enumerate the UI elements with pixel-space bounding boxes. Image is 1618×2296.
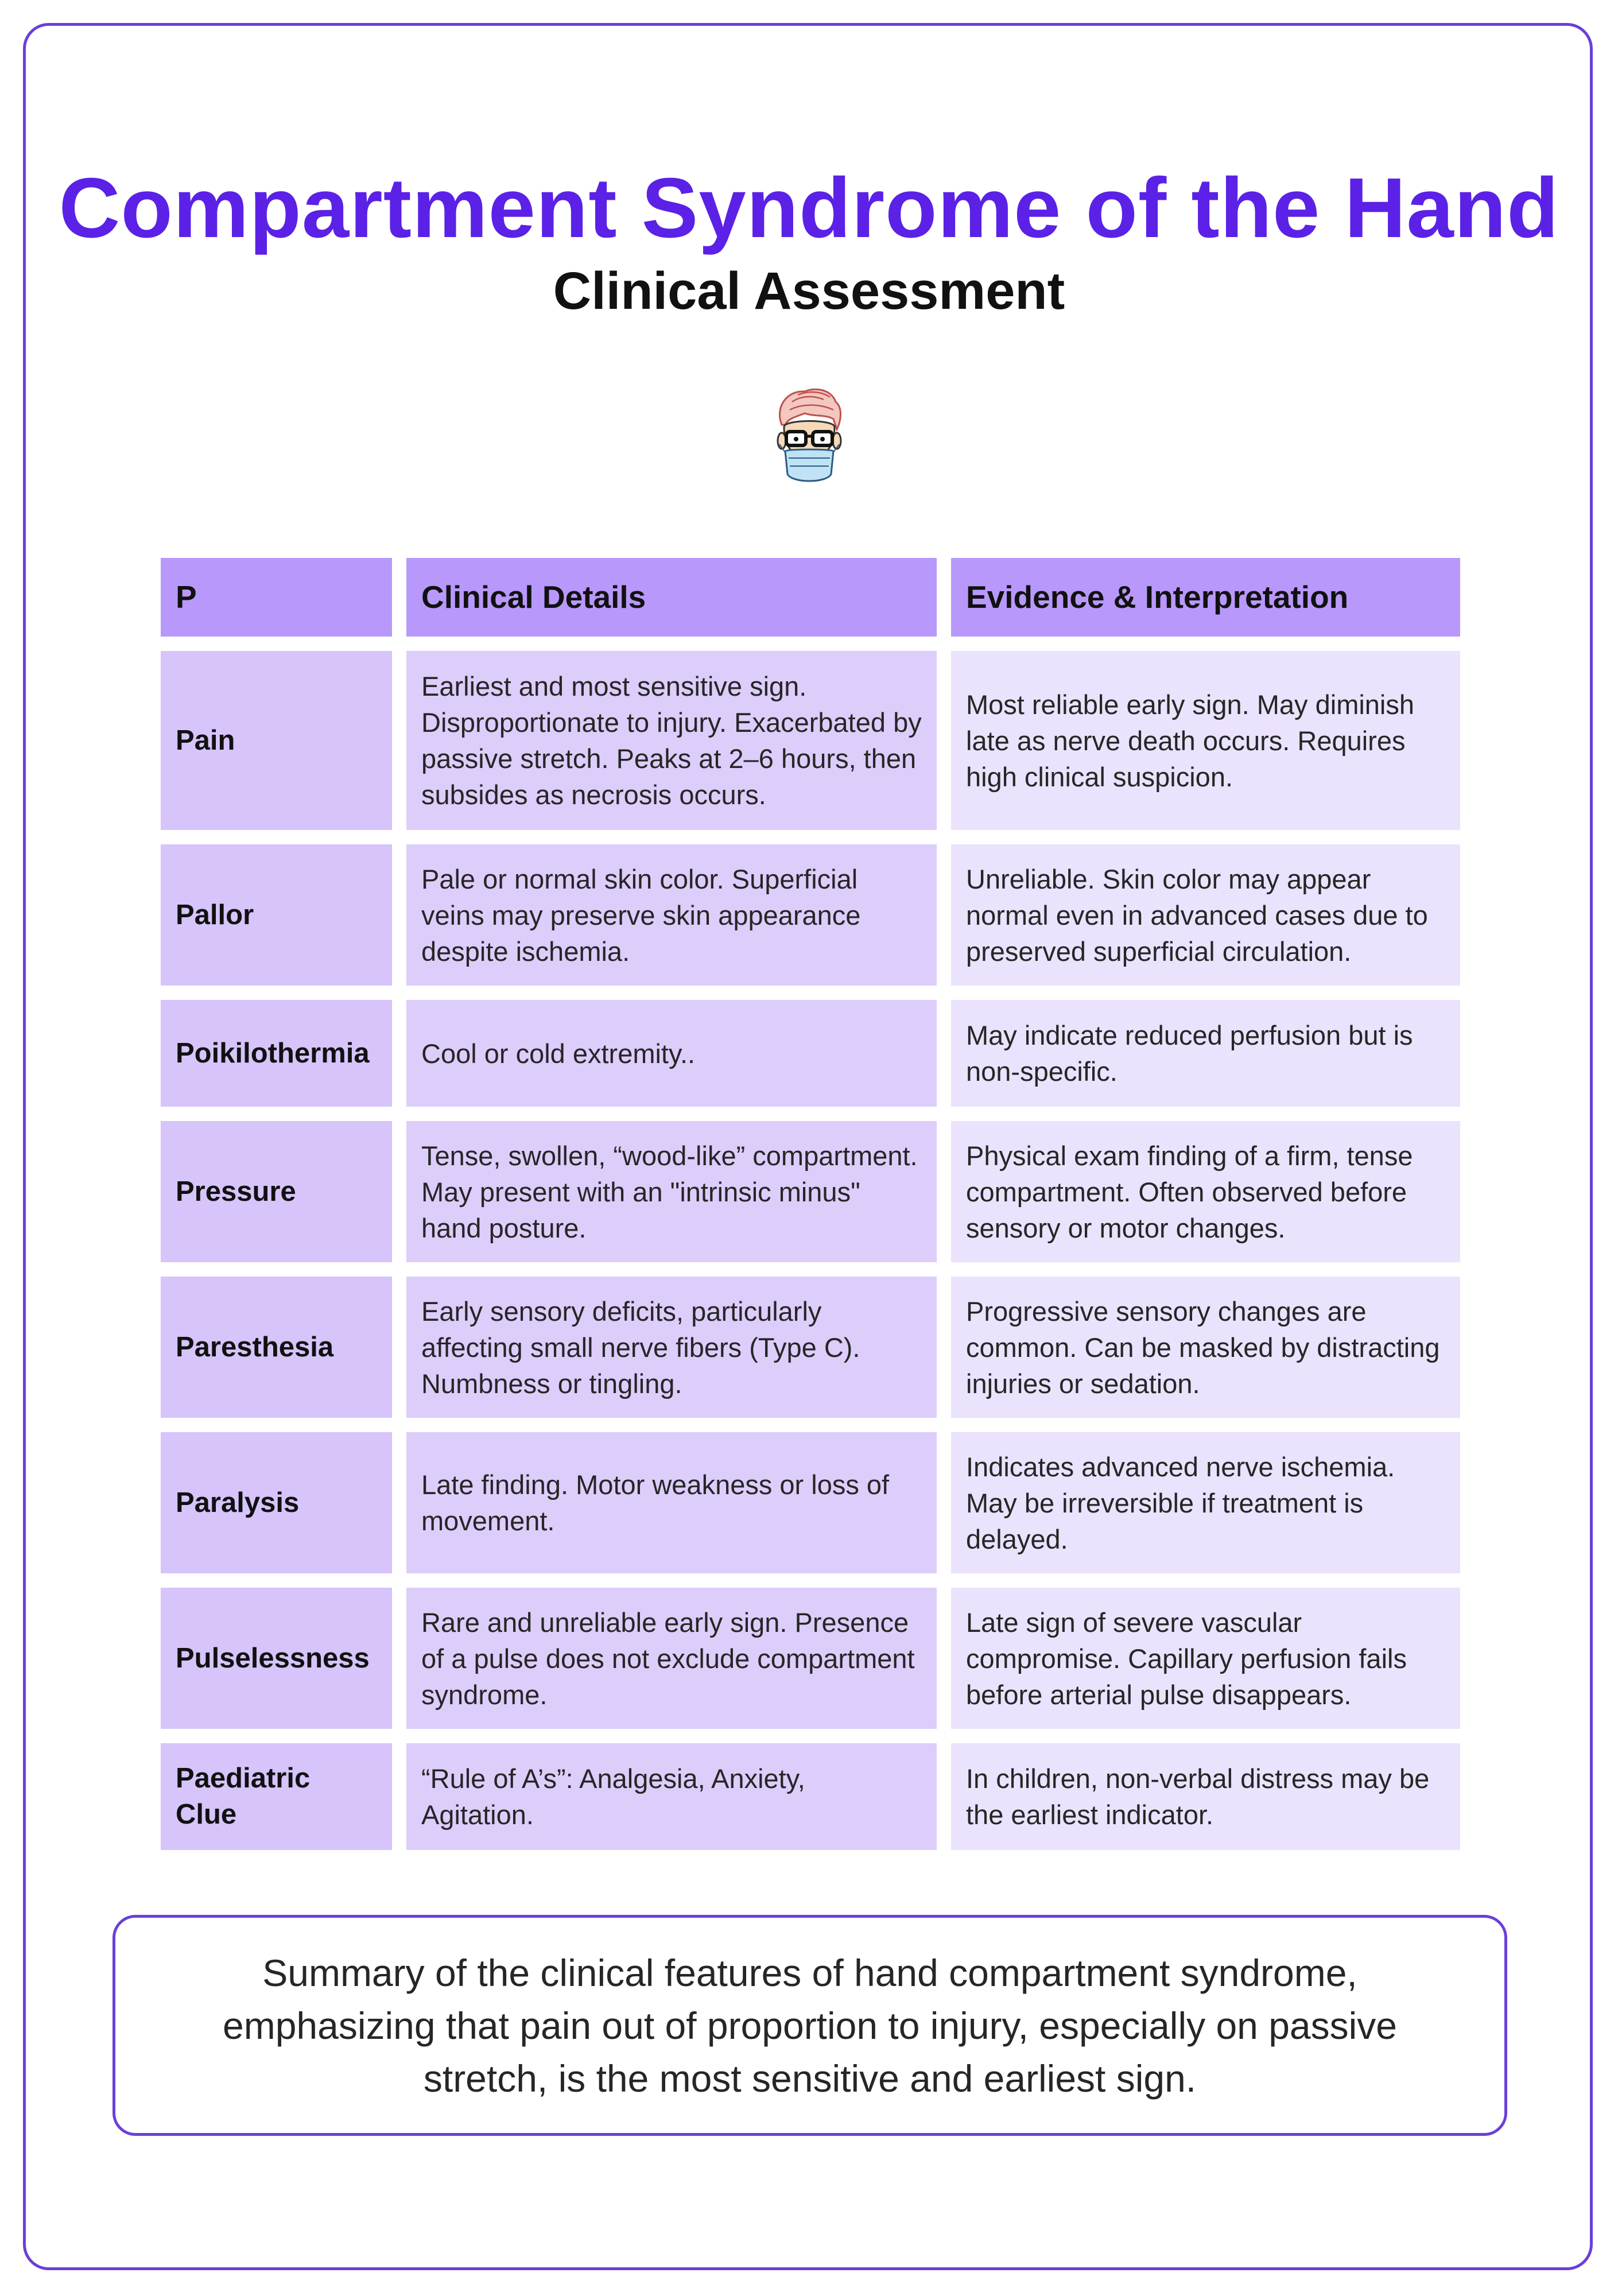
row-evidence-poikilothermia: May indicate reduced perfusion but is non-specific. <box>951 1000 1460 1107</box>
row-evidence-paralysis: Indicates advanced nerve ischemia. May be irreversible if treatment is delayed. <box>951 1432 1460 1573</box>
row-details-pain: Earliest and most sensitive sign. Disproportionate to injury. Exacerbated by passive stretch. Peaks at 2–6 hours, then subsides as necrosis occurs. <box>406 651 937 830</box>
row-evidence-paresthesia: Progressive sensory changes are common. Can be masked by distracting injuries or sedation. <box>951 1277 1460 1418</box>
summary-box <box>112 1915 1507 2136</box>
row-details-paresthesia: Early sensory deficits, particularly affecting small nerve fibers (Type C). Numbness or tingling. <box>406 1277 937 1418</box>
page-title: Compartment Syndrome of the Hand <box>59 161 1559 255</box>
column-header-p: P <box>161 558 392 637</box>
doctor-with-mask-icon <box>769 385 849 499</box>
summary-text: Summary of the clinical features of hand compartment syndrome, emphasizing that pain out of proportion to injury, especially on passive stretch, is the most sensitive and earliest sign. <box>223 1951 1397 2100</box>
row-evidence-paediatric-clue: In children, non-verbal distress may be the earliest indicator. <box>951 1743 1460 1850</box>
row-evidence-pain: Most reliable early sign. May diminish late as nerve death occurs. Requires high clinical suspicion. <box>951 651 1460 830</box>
row-evidence-pallor: Unreliable. Skin color may appear normal even in advanced cases due to preserved superficial circulation. <box>951 844 1460 986</box>
row-label-paresthesia: Paresthesia <box>161 1277 392 1418</box>
row-label-paralysis: Paralysis <box>161 1432 392 1573</box>
row-label-paediatric-clue: Paediatric Clue <box>161 1743 392 1850</box>
column-header-clinical-details: Clinical Details <box>406 558 937 637</box>
row-label-pain: Pain <box>161 651 392 830</box>
row-details-paediatric-clue: “Rule of A’s”: Analgesia, Anxiety, Agitation. <box>406 1743 937 1850</box>
row-label-poikilothermia: Poikilothermia <box>161 1000 392 1107</box>
row-details-pallor: Pale or normal skin color. Superficial veins may preserve skin appearance despite ischemia. <box>406 844 937 986</box>
clinical-assessment-table <box>161 558 1460 1850</box>
row-details-poikilothermia: Cool or cold extremity.. <box>406 1000 937 1107</box>
row-evidence-pressure: Physical exam finding of a firm, tense compartment. Often observed before sensory or motor changes. <box>951 1121 1460 1262</box>
page-subtitle: Clinical Assessment <box>553 262 1065 320</box>
row-details-pulselessness: Rare and unreliable early sign. Presence of a pulse does not exclude compartment syndrome. <box>406 1588 937 1729</box>
row-evidence-pulselessness: Late sign of severe vascular compromise. Capillary perfusion fails before arterial pulse disappears. <box>951 1588 1460 1729</box>
column-header-evidence: Evidence & Interpretation <box>951 558 1460 637</box>
row-details-paralysis: Late finding. Motor weakness or loss of movement. <box>406 1432 937 1573</box>
row-label-pressure: Pressure <box>161 1121 392 1262</box>
row-label-pallor: Pallor <box>161 844 392 986</box>
row-label-pulselessness: Pulselessness <box>161 1588 392 1729</box>
row-details-pressure: Tense, swollen, “wood-like” compartment. May present with an "intrinsic minus" hand posture. <box>406 1121 937 1262</box>
